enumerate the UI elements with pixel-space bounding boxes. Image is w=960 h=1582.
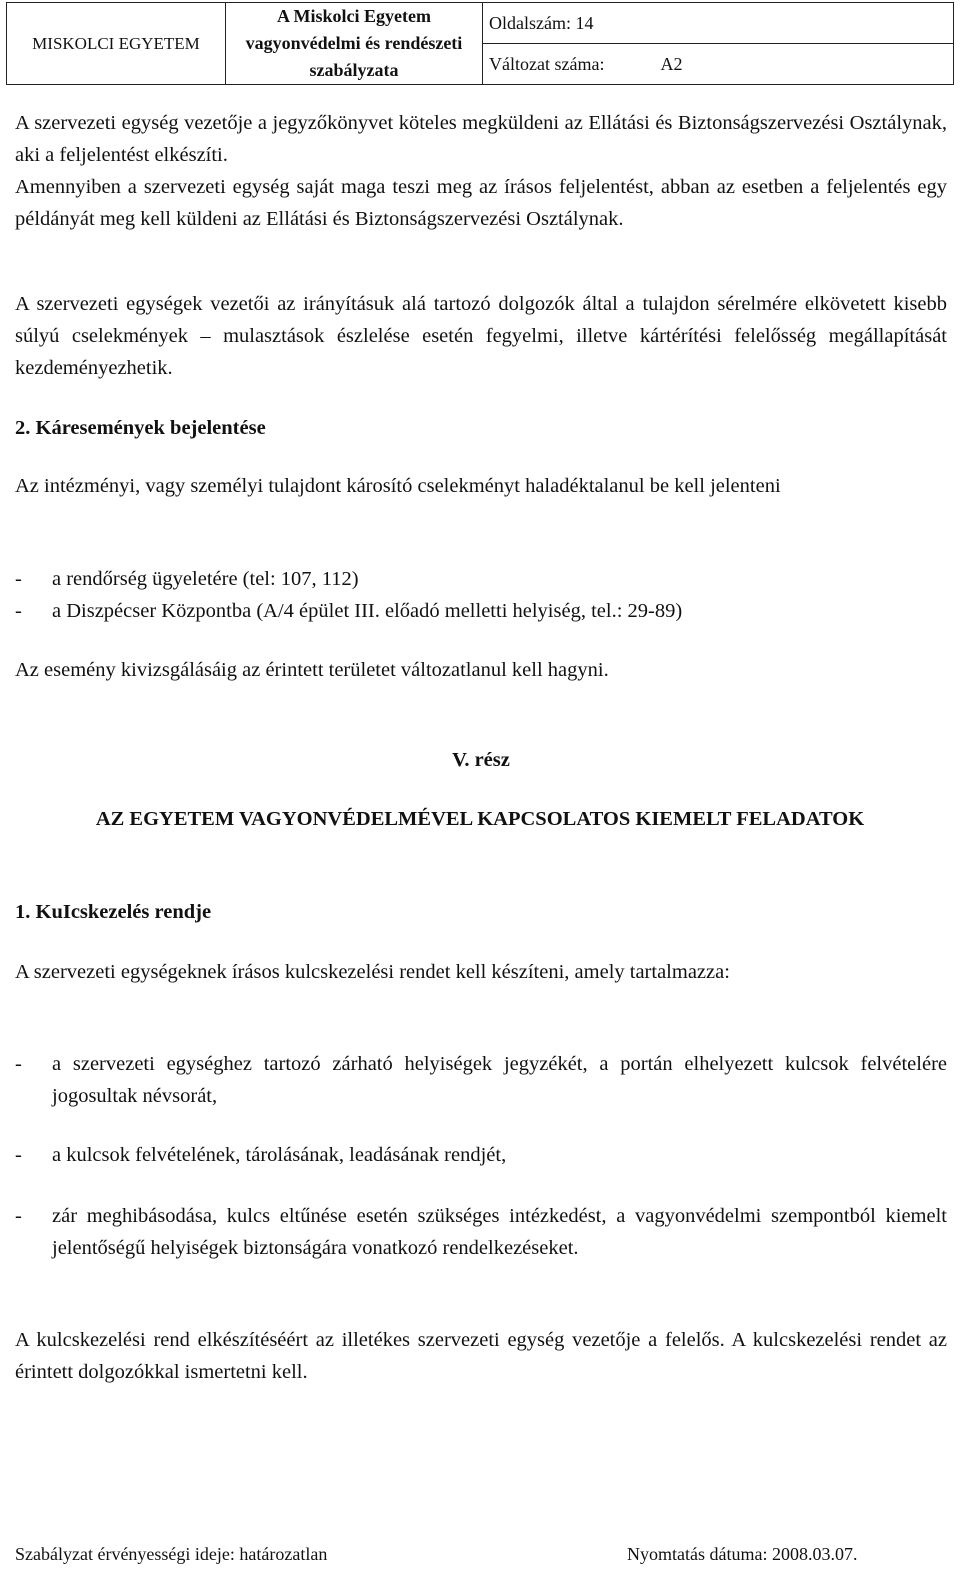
list-item — [15, 1139, 947, 1171]
paragraph-responsibility: A kulcskezelési rend elkészítéséért az illetékes szervezeti egység vezetője a felelős. A kulcskezelési rendet az érintett dolgozókkal ismertetni kell. — [15, 1329, 947, 1383]
document-header — [6, 2, 954, 85]
document-title — [226, 3, 483, 85]
list-dash: - — [15, 1205, 22, 1227]
paragraph-area-unchanged: Az esemény kivizsgálásáig az érintett területet változatlanul kell hagyni. — [15, 659, 609, 681]
paragraph-report-sending: A szervezeti egység vezetője a jegyzőkönyvet köteles megküldeni az Ellátási és Biztonságszervezési Osztálynak, aki a feljelentést elkészíti. — [15, 112, 947, 166]
list-dash: - — [15, 568, 22, 590]
page-number: Oldalszám: 14 — [483, 3, 954, 44]
list-item-dispatcher: a Diszpécser Központba (A/4 épület III. előadó melletti helyiség, tel.: 29-89) — [52, 600, 683, 622]
list-item — [15, 595, 947, 627]
footer-print-date: Nyomtatás dátuma: 2008.03.07. — [627, 1544, 858, 1564]
list-item — [15, 563, 947, 595]
document-title-line-1: A Miskolci Egyetem — [277, 6, 431, 26]
version-label: Változat száma: — [489, 53, 605, 74]
paragraph-disciplinary: A szervezeti egységek vezetői az irányításuk alá tartozó dolgozók által a tulajdon sérelmére elkövetett kisebb súlyú cselekmények – mulasztások észlelése esetén fegyelmi, illetve kártérítési felelősség megállapítását kezdeményezhetik. — [15, 293, 947, 379]
version-cell — [483, 44, 954, 85]
part-heading: AZ EGYETEM VAGYONVÉDELMÉVEL KAPCSOLATOS KIEMELT FELADATOK — [95, 808, 865, 830]
list-item-police: a rendőrség ügyeletére (tel: 107, 112) — [52, 568, 359, 590]
paragraph-own-report: Amennyiben a szervezeti egység saját maga teszi meg az írásos feljelentést, abban az esetben a feljelentés egy példányát meg kell küldeni az Ellátási és Biztonságszervezési Osztálynak. — [15, 176, 947, 230]
list-item-lock-failure: zár meghibásodása, kulcs eltűnése esetén szükséges intézkedést, a vagyonvédelmi szempontból kiemelt jelentőségű helyiségek biztonságára vonatkozó rendelkezéseket. — [52, 1205, 947, 1259]
list-item-rooms-register: a szervezeti egységhez tartozó zárható helyiségek jegyzékét, a portán elhelyezett kulcsok felvételére jogosultak névsorát, — [52, 1053, 947, 1107]
document-title-line-2: vagyonvédelmi és rendészeti — [245, 33, 463, 53]
university-name: MISKOLCI EGYETEM — [7, 3, 226, 85]
section-heading-key-management: 1. KuIcskezelés rendje — [15, 901, 212, 923]
section-heading-damage-reporting: 2. Káresemények bejelentése — [15, 417, 266, 439]
paragraph-report-immediately: Az intézményi, vagy személyi tulajdont károsító cselekményt haladéktalanul be kell jelenteni — [15, 475, 781, 497]
list-item — [15, 1200, 947, 1264]
part-title: V. rész — [452, 749, 510, 771]
version-value: A2 — [660, 53, 683, 74]
footer-validity: Szabályzat érvényességi ideje: határozatlan — [15, 1544, 328, 1564]
list-dash: - — [15, 600, 22, 622]
paragraph-key-rules: A szervezeti egységeknek írásos kulcskezelési rendet kell készíteni, amely tartalmazza: — [15, 961, 730, 983]
list-item-key-handling: a kulcsok felvételének, tárolásának, leadásának rendjét, — [52, 1144, 507, 1166]
document-title-line-3: szabályzata — [309, 60, 399, 80]
list-dash: - — [15, 1053, 22, 1075]
list-dash: - — [15, 1144, 22, 1166]
list-item — [15, 1048, 947, 1112]
